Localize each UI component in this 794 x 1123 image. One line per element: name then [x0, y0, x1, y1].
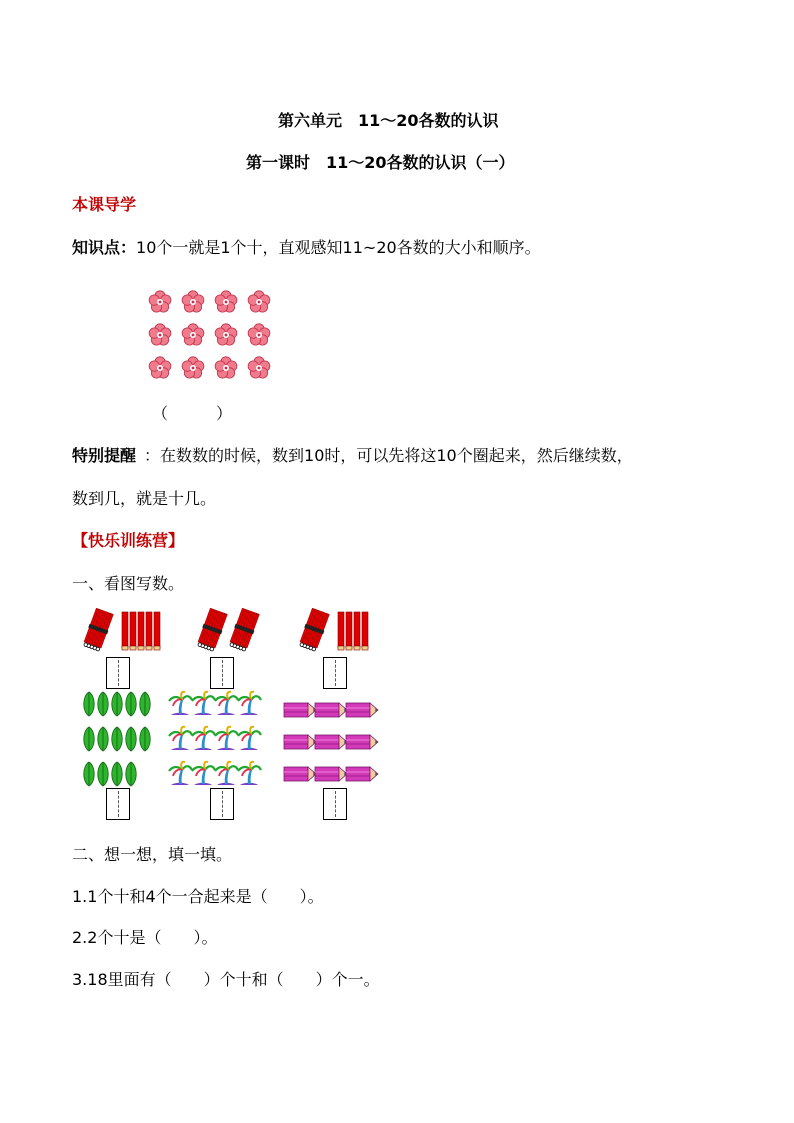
flower-icon	[248, 291, 270, 312]
leaf-icon	[84, 727, 95, 751]
pencil-icon	[346, 767, 378, 781]
pencil-icon	[315, 767, 347, 781]
stick-icon	[122, 612, 128, 650]
stick-bundle-icon	[196, 608, 228, 652]
palm-tree-icon	[192, 692, 215, 715]
knowledge-label: 知识点：	[72, 238, 137, 257]
leaf-icon	[140, 692, 151, 716]
flower-icon	[215, 357, 237, 378]
unit-title: 第六单元 11～20各数的认识	[278, 111, 499, 130]
pencil-icon	[346, 735, 378, 749]
leaf-icon	[126, 762, 137, 786]
palm-tree-icon	[169, 762, 192, 785]
flower-icon	[149, 357, 171, 378]
stick-icon	[154, 612, 160, 650]
stick-icon	[138, 612, 144, 650]
stick-group-2	[194, 608, 294, 656]
fill-item-2[interactable]: 2.2个十是（ ）。	[72, 928, 218, 947]
leaf-icon	[126, 727, 137, 751]
palm-tree-icon	[192, 727, 215, 750]
flower-grid	[144, 286, 284, 382]
leaf-icon	[98, 692, 109, 716]
answer-box-5[interactable]	[210, 788, 234, 820]
stick-bundle-icon	[298, 608, 330, 652]
fill-item-3[interactable]: 3.18里面有（ ）个十和（ ）个一。	[72, 970, 380, 989]
flower-icon	[182, 324, 204, 345]
flower-icon	[215, 324, 237, 345]
answer-box-6[interactable]	[323, 788, 347, 820]
flower-icon	[182, 291, 204, 312]
pencil-icon	[284, 735, 316, 749]
stick-icon	[130, 612, 136, 650]
palm-tree-icon	[215, 692, 238, 715]
stick-bundle-icon	[228, 608, 260, 652]
leaf-icon	[84, 692, 95, 716]
palm-tree-icon	[169, 692, 192, 715]
guide-heading: 本课导学	[72, 195, 137, 214]
flower-icon	[248, 357, 270, 378]
palm-tree-icon	[192, 762, 215, 785]
pencil-icon	[346, 703, 378, 717]
stick-icon	[346, 612, 352, 650]
pencil-icon	[315, 735, 347, 749]
flower-answer-blank[interactable]: （ ）	[152, 404, 233, 423]
leaf-icon	[112, 692, 123, 716]
palm-tree-icon	[215, 762, 238, 785]
pencil-group	[282, 698, 382, 788]
question-2: 二、想一想，填一填。	[72, 845, 233, 864]
pencil-icon	[284, 767, 316, 781]
palm-tree-icon	[238, 727, 261, 750]
question-1: 一、看图写数。	[72, 574, 185, 593]
leaf-icon	[112, 762, 123, 786]
special-tip	[72, 443, 633, 466]
answer-box-2[interactable]	[210, 657, 234, 689]
stick-icon	[354, 612, 360, 650]
palm-tree-group	[168, 690, 268, 790]
pencil-icon	[315, 703, 347, 717]
stick-bundle-icon	[82, 608, 114, 652]
leaf-icon	[112, 727, 123, 751]
lesson-title: 第一课时 11～20各数的认识（一）	[246, 153, 515, 172]
answer-box-4[interactable]	[106, 788, 130, 820]
answer-box-3[interactable]	[323, 657, 347, 689]
knowledge-point	[72, 235, 541, 258]
leaf-icon	[140, 727, 151, 751]
palm-tree-icon	[238, 692, 261, 715]
flower-icon	[149, 324, 171, 345]
knowledge-text: 10个一就是1个十，直观感知11~20各数的大小和顺序。	[136, 238, 541, 257]
leaf-icon	[98, 727, 109, 751]
palm-tree-icon	[238, 762, 261, 785]
flower-icon	[248, 324, 270, 345]
leaf-icon	[98, 762, 109, 786]
stick-group-3	[296, 608, 396, 656]
fill-item-1[interactable]: 1.1个十和4个一合起来是（ ）。	[72, 887, 324, 906]
stick-group-1	[80, 608, 180, 656]
flower-icon	[149, 291, 171, 312]
tip-label: 特别提醒	[72, 446, 137, 465]
training-heading: 【快乐训练营】	[72, 531, 185, 550]
leaf-icon	[84, 762, 95, 786]
tip-text-line1: ：在数数的时候，数到10时，可以先将这10个圈起来，然后继续数，	[144, 446, 633, 465]
flower-icon	[215, 291, 237, 312]
stick-icon	[362, 612, 368, 650]
leaf-group	[80, 690, 160, 790]
palm-tree-icon	[169, 727, 192, 750]
answer-box-1[interactable]	[106, 657, 130, 689]
palm-tree-icon	[215, 727, 238, 750]
tip-text-line2: 数到几，就是十几。	[72, 489, 217, 508]
flower-icon	[182, 357, 204, 378]
leaf-icon	[126, 692, 137, 716]
stick-icon	[338, 612, 344, 650]
pencil-icon	[284, 703, 316, 717]
stick-icon	[146, 612, 152, 650]
